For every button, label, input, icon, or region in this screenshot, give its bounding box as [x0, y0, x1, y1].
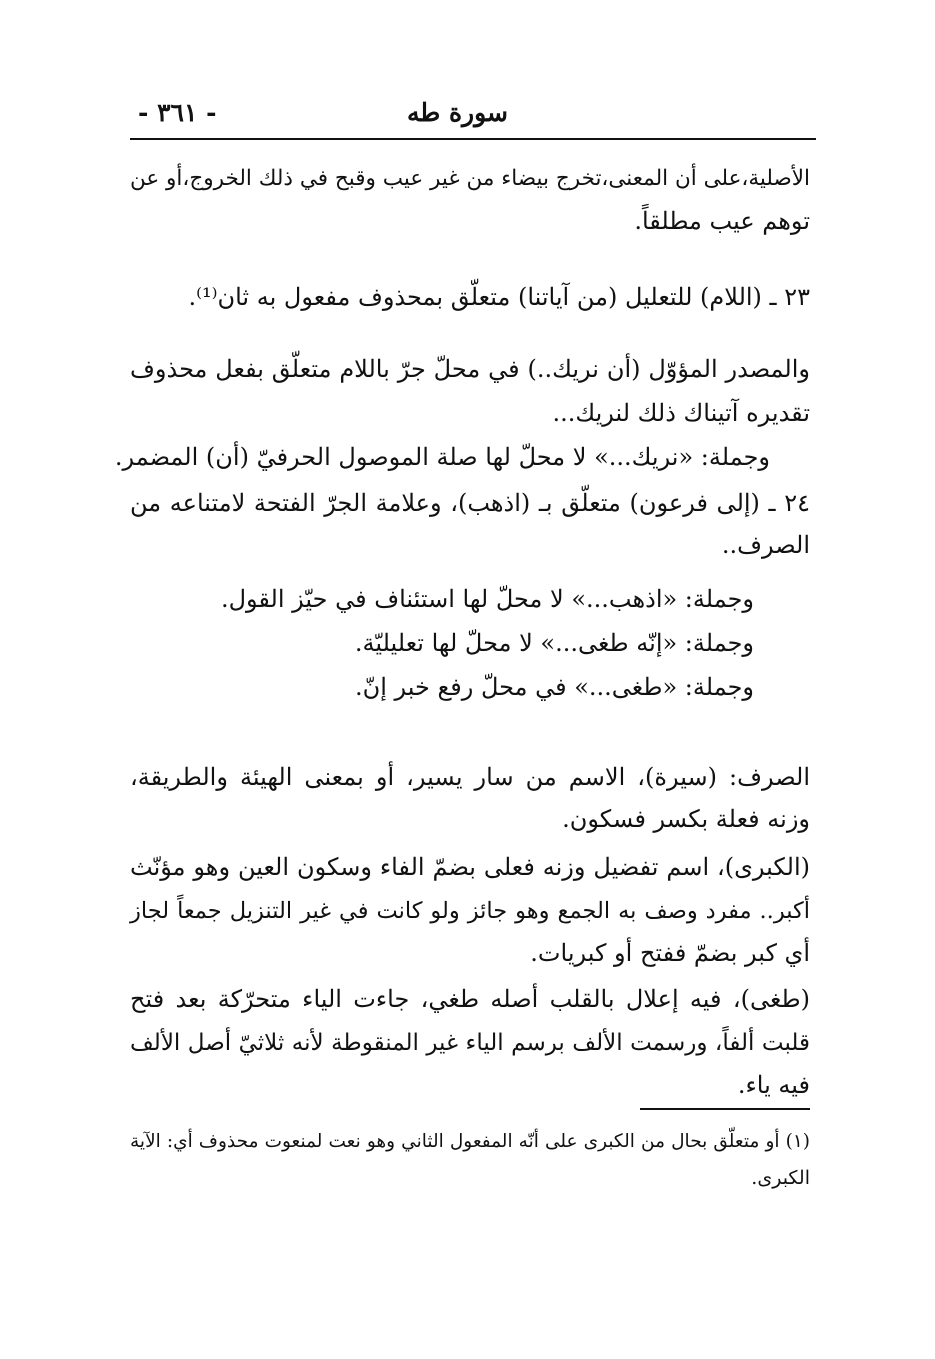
- surah-title: سورة طه: [406, 98, 508, 127]
- text-line: (طغى)، فيه إعلال بالقلب أصله طغي، جاءت الياء متحرّكة بعد فتح: [130, 985, 810, 1013]
- text-line: وجملة: «طغى...» في محلّ رفع خبر إنّ.: [355, 673, 754, 701]
- book-page: [114, 0, 810, 1359]
- text-line: فيه ياء.: [737, 1071, 810, 1099]
- text-line: قلبت ألفاً، ورسمت الألف برسم الياء غير المنقوطة لأنه ثلاثيّ أصل الألف: [130, 1030, 810, 1056]
- text-line: وجملة: «إنّه طغى...» لا محلّ لها تعليليّة.: [354, 629, 754, 657]
- text-line: الأصلية،على أن المعنى،تخرج بيضاء من غير عيب وقبح في ذلك الخروج،أو عن: [130, 166, 810, 191]
- text-line: أي كبر بضمّ ففتح أو كبريات.: [530, 939, 810, 967]
- footnote-divider: [640, 1108, 810, 1110]
- text-line: وجملة: «نريك...» لا محلّ لها صلة الموصول الحرفيّ (أن) المضمر.: [114, 443, 770, 471]
- page-number: - ٣٦١ -: [138, 98, 217, 127]
- text-line: تقديره آتيناك ذلك لنريك...: [552, 399, 810, 427]
- text-line: ٢٤ ـ (إلى فرعون) متعلّق بـ (اذهب)، وعلامة الجرّ الفتحة لامتناعه من: [130, 489, 810, 517]
- footnote-line: (١) أو متعلّق بحال من الكبرى على أنّه المفعول الثاني وهو نعت لمنعوت محذوف أي: الآية: [130, 1131, 810, 1152]
- footnote-line: الكبرى.: [751, 1167, 810, 1189]
- text-line: ٢٣ ـ (اللام) للتعليل (من آياتنا) متعلّق بمحذوف مفعول به ثان⁽¹⁾.: [188, 283, 810, 311]
- text-line: الصرف: (سيرة)، الاسم من سار يسير، أو بمعنى الهيئة والطريقة،: [130, 763, 810, 791]
- text-line: والمصدر المؤوّل (أن نريك..) في محلّ جرّ باللام متعلّق بفعل محذوف: [130, 355, 810, 383]
- text-line: أكبر.. مفرد وصف به الجمع وهو جائز ولو كانت في غير التنزيل جمعاً لجاز: [130, 898, 810, 924]
- header-divider: [130, 138, 816, 140]
- text-line: (الكبرى)، اسم تفضيل وزنه فعلى بضمّ الفاء وسكون العين وهو مؤنّث: [130, 853, 810, 881]
- page-header: [130, 96, 810, 136]
- text-line: توهم عيب مطلقاً.: [634, 207, 810, 235]
- text-line: الصرف..: [721, 531, 810, 559]
- text-line: وجملة: «اذهب...» لا محلّ لها استئناف في حيّز القول.: [220, 585, 754, 613]
- text-line: وزنه فعلة بكسر فسكون.: [562, 805, 810, 833]
